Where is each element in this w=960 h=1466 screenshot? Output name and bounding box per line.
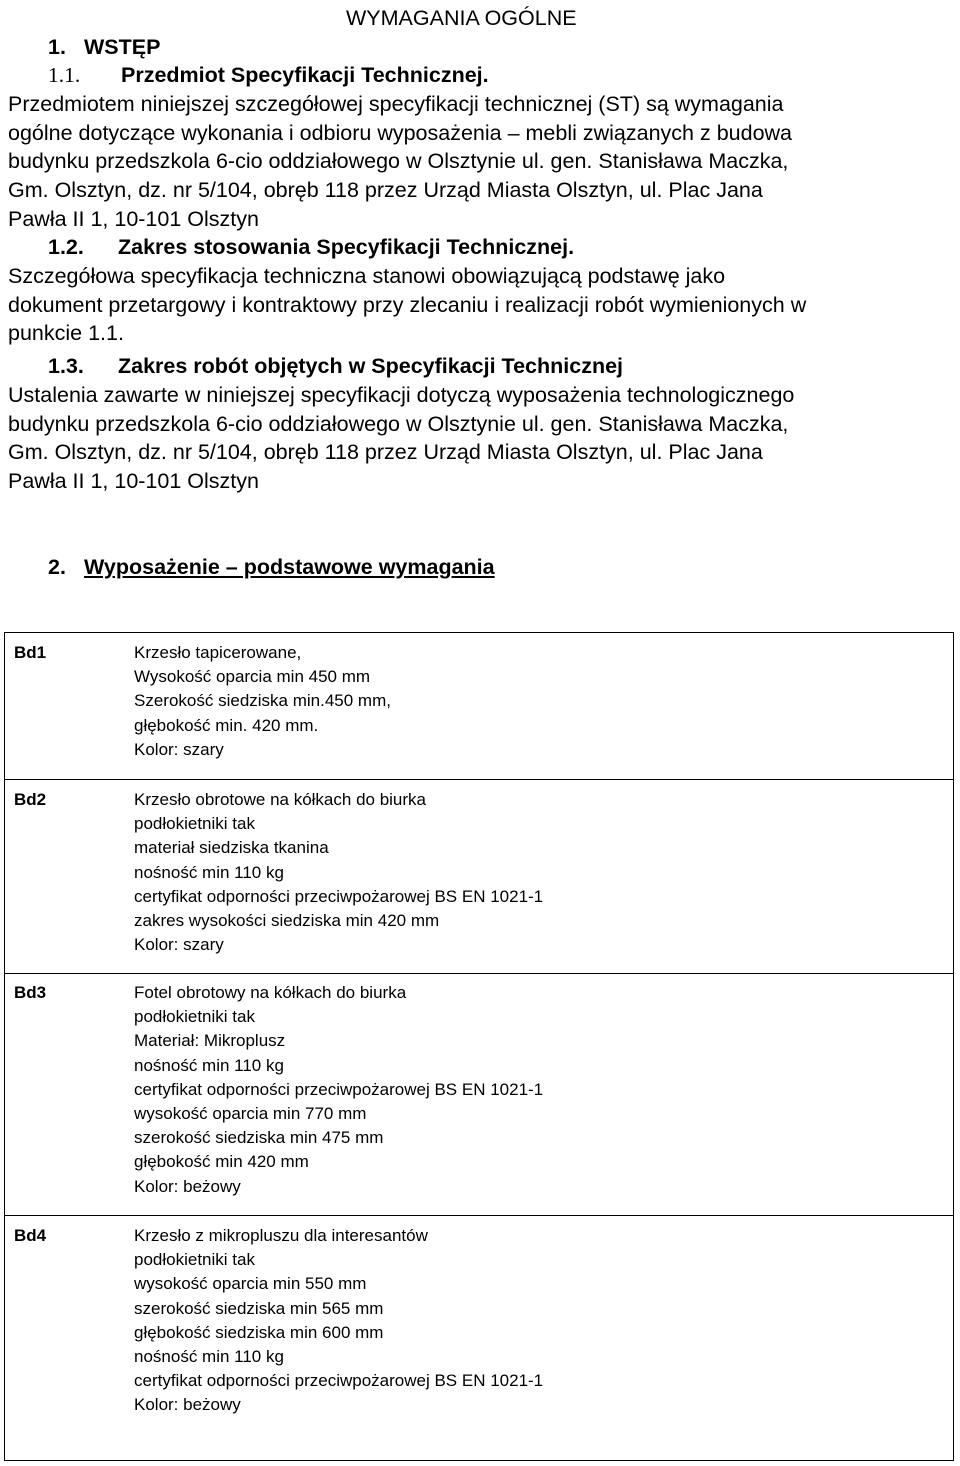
section-2-heading <box>48 553 495 581</box>
description-line: certyfikat odporności przeciwpożarowej BS EN 1021-1 <box>134 886 544 906</box>
description-line: szerokość siedziska min 475 mm <box>134 1128 384 1148</box>
paragraph-line: punkcie 1.1. <box>8 321 124 346</box>
item-code: Bd4 <box>14 1226 47 1245</box>
section-1-3-heading <box>48 352 623 380</box>
item-code: Bd2 <box>14 790 47 809</box>
description-line: podłokietniki tak <box>134 814 255 834</box>
section-1-1-label: Przedmiot Specyfikacji Technicznej. <box>121 63 489 87</box>
section-2-label: Wyposażenie – podstawowe wymagania <box>84 555 495 579</box>
item-description <box>134 788 543 957</box>
description-line: Krzesło z mikropluszu dla interesantów <box>134 1226 428 1245</box>
description-line: nośność min 110 kg <box>134 1347 284 1367</box>
description-line: certyfikat odporności przeciwpożarowej BS EN 1021-1 <box>134 1371 544 1391</box>
section-1-1-number: 1.1. <box>48 63 81 87</box>
description-line: Szerokość siedziska min.450 mm, <box>134 691 391 711</box>
section-1-2-number: 1.2. <box>48 235 84 259</box>
description-line: Kolor: szary <box>134 935 224 955</box>
paragraph-line: Przedmiotem niniejszej szczegółowej specyfikacji technicznej (ST) są wymagania <box>8 92 784 116</box>
description-line: materiał siedziska tkanina <box>134 838 329 858</box>
description-line: Fotel obrotowy na kółkach do biurka <box>134 983 407 1002</box>
item-code: Bd1 <box>14 643 47 662</box>
description-line: Krzesło tapicerowane, <box>134 643 302 662</box>
section-1-1-heading <box>48 61 489 89</box>
description-line: podłokietniki tak <box>134 1250 255 1270</box>
item-description <box>134 981 543 1199</box>
paragraph-line: dokument przetargowy i kontraktowy przy zlecaniu i realizacji robót wymienionych w <box>8 292 807 317</box>
section-1-number: 1. <box>48 35 66 59</box>
description-line: Materiał: Mikroplusz <box>134 1031 286 1051</box>
description-line: Wysokość oparcia min 450 mm <box>134 667 371 687</box>
section-1-3-paragraph <box>8 381 794 496</box>
description-line: wysokość oparcia min 550 mm <box>134 1274 367 1294</box>
equipment-table <box>4 632 954 1461</box>
paragraph-line: budynku przedszkola 6-cio oddziałowego w Olsztynie ul. gen. Stanisława Maczka, <box>8 149 789 174</box>
table-row <box>5 780 953 972</box>
paragraph-line: Pawła II 1, 10-101 Olsztyn <box>8 206 259 231</box>
paragraph-line: Pawła II 1, 10-101 Olsztyn <box>8 469 259 494</box>
description-line: Kolor: beżowy <box>134 1395 241 1415</box>
section-2-number: 2. <box>48 555 66 579</box>
section-1-3-label: Zakres robót objętych w Specyfikacji Technicznej <box>118 354 624 378</box>
description-line: Kolor: szary <box>134 739 224 759</box>
description-line: nośność min 110 kg <box>134 1055 284 1075</box>
section-1-2-label: Zakres stosowania Specyfikacji Technicznej. <box>118 235 575 259</box>
section-1-3-number: 1.3. <box>48 354 84 378</box>
section-1-1-paragraph <box>8 90 792 233</box>
table-row <box>5 974 953 1214</box>
paragraph-line: Gm. Olsztyn, dz. nr 5/104, obręb 118 przez Urząd Miasta Olsztyn, ul. Plac Jana <box>8 440 763 465</box>
table-row <box>5 1216 953 1460</box>
section-1-2-heading <box>48 233 574 261</box>
section-1-label: WSTĘP <box>84 35 161 59</box>
page-title: WYMAGANIA OGÓLNE <box>346 6 577 30</box>
description-line: głębokość min 420 mm <box>134 1152 309 1172</box>
description-line: głębokość siedziska min 600 mm <box>134 1322 384 1342</box>
description-line: certyfikat odporności przeciwpożarowej BS EN 1021-1 <box>134 1079 544 1099</box>
paragraph-line: budynku przedszkola 6-cio oddziałowego w Olsztynie ul. gen. Stanisława Maczka, <box>8 411 789 436</box>
paragraph-line: ogólne dotyczące wykonania i odbioru wyposażenia – mebli związanych z budowa <box>8 120 793 145</box>
section-1-heading <box>48 33 160 61</box>
description-line: głębokość min. 420 mm. <box>134 715 319 735</box>
description-line: nośność min 110 kg <box>134 862 284 882</box>
item-description <box>134 641 391 762</box>
paragraph-line: Ustalenia zawarte w niniejszej specyfikacji dotyczą wyposażenia technologicznego <box>8 383 795 407</box>
item-description <box>134 1224 543 1418</box>
description-line: zakres wysokości siedziska min 420 mm <box>134 911 440 931</box>
section-1-2-paragraph <box>8 262 806 348</box>
item-code: Bd3 <box>14 983 47 1002</box>
description-line: podłokietniki tak <box>134 1007 255 1027</box>
paragraph-line: Gm. Olsztyn, dz. nr 5/104, obręb 118 przez Urząd Miasta Olsztyn, ul. Plac Jana <box>8 178 763 203</box>
description-line: Krzesło obrotowe na kółkach do biurka <box>134 790 426 809</box>
description-line: szerokość siedziska min 565 mm <box>134 1298 384 1318</box>
paragraph-line: Szczegółowa specyfikacja techniczna stanowi obowiązującą podstawę jako <box>8 264 726 288</box>
description-line: Kolor: beżowy <box>134 1176 241 1196</box>
table-row <box>5 633 953 778</box>
description-line: wysokość oparcia min 770 mm <box>134 1104 367 1124</box>
